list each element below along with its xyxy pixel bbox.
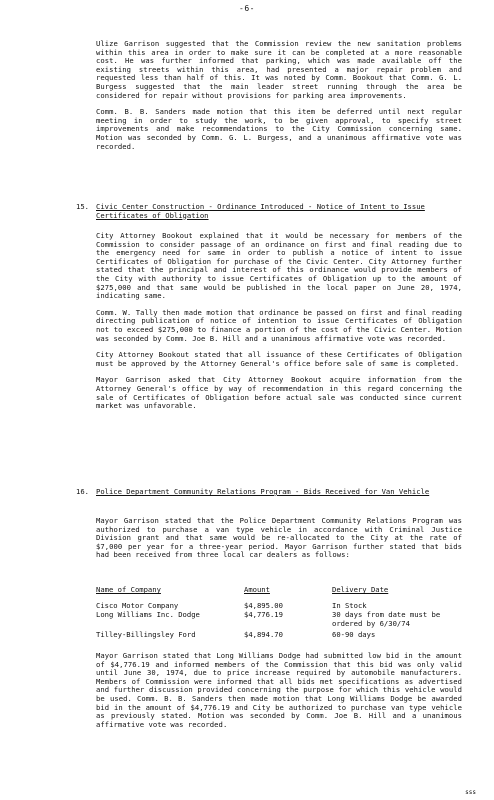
bid-delivery: 60-90 days xyxy=(332,630,376,640)
agenda-item-15-heading xyxy=(76,203,462,227)
agenda-item-16-closing xyxy=(96,652,462,737)
bid-amount: $4,776.19 xyxy=(244,610,283,620)
table-header-row xyxy=(96,586,462,596)
paragraph: Mayor Garrison stated that Long Williams Dodge had submitted low bid in the amount of $4,776.19 and informed members of the Commission that this bid was only valid until June 30, 1974, due to price increase required by automobile manufacturers. Members of Commission were informed that all bids met specifications as advertised and further discussion provided concerning the purpose for which this vehicle would be used. Comm. B. B. Sanders then made motion that Long Williams Dodge be awarded bid in the amount of $4,776.19 and City be authorized to purchase van type vehicle as previously stated. Motion was seconded by Comm. Joe B. Hill and a unanimous affirmative vote was recorded. xyxy=(96,651,462,729)
agenda-item-15-body xyxy=(96,232,462,419)
paragraph: Mayor Garrison asked that City Attorney Bookout acquire information from the Attorney General's office by way of recommendation in this regard concerning the sale of Certificates of Obligation before actual sale was conducted since current market was unfavorable. xyxy=(96,375,462,411)
item-number: 16. xyxy=(76,487,89,496)
header-delivery: Delivery Date xyxy=(332,585,389,594)
item-title: Police Department Community Relations Program - Bids Received for Van Vehicle xyxy=(96,487,430,496)
header-company: Name of Company xyxy=(96,585,161,594)
paragraph: Comm. B. B. Sanders made motion that this item be deferred until next regular meeting in order to study the work, to be given approval, to specify street improvements and make recommendations to the City Commission concerning same. Motion was seconded by Comm. G. L. Burgess, and a unanimous affirmative vote was recorded. xyxy=(96,107,462,151)
agenda-item-16-body xyxy=(96,517,462,568)
item-number: 15. xyxy=(76,202,89,211)
bid-company: Tilley-Billingsley Ford xyxy=(96,630,196,640)
paragraph: City Attorney Bookout explained that it would be necessary for members of the Commission to consider passage of an ordinance on first and final reading due to the emergency need for same in order to publish a notice of intent to issue Certificates of Obligation for purchase of the Civic Center. City Attorney further stated that the principal and interest of this ordinance would provide members of the City with authority to issue Certificates of Obligation up to the amount of $275,000 and that same would be published in the local paper on June 20, 1974, indicating same. xyxy=(96,231,462,301)
agenda-item-16-heading xyxy=(76,488,462,512)
paragraph: City Attorney Bookout stated that all issuance of these Certificates of Obligation must be approved by the Attorney General's office before sale of same is completed. xyxy=(96,350,462,368)
header-amount: Amount xyxy=(244,585,270,594)
bid-company: Cisco Motor Company xyxy=(96,600,179,610)
page-number: -6- xyxy=(239,4,255,13)
bid-delivery: In Stock xyxy=(332,600,367,610)
paragraph: Comm. W. Tally then made motion that ordinance be passed on first and final reading directing publication of notice of intention to issue Certificates of Obligation not to exceed $275,000 to finance a portion of the cost of the Civic Center. Motion was seconded by Comm. Joe B. Hill and a unanimous affirmative vote was recorded. xyxy=(96,307,462,343)
bid-company: Long Williams Inc. Dodge xyxy=(96,610,200,620)
corner-mark: sss xyxy=(465,789,476,796)
bid-amount: $4,895.00 xyxy=(244,600,283,610)
table-row xyxy=(96,611,462,631)
continued-discussion xyxy=(96,40,462,159)
paragraph: Mayor Garrison stated that the Police Department Community Relations Program was authorized to purchase a van type vehicle in accordance with Criminal Justice Division grant and that same would be re-allocated to the City at the rate of $7,000 per year for a three-year period. Mayor Garrison further stated that bids had been received from three local car dealers as follows: xyxy=(96,516,462,560)
bid-amount: $4,894.70 xyxy=(244,630,283,640)
table-row xyxy=(96,631,462,641)
bids-table xyxy=(96,586,462,641)
paragraph: Ulize Garrison suggested that the Commission review the new sanitation problems within this area in order to make sure it can be completed at a more reasonable cost. He was further informed that parking, which was made available off the existing streets within this area, had presented a major repair problem and requested less than half of this. It was noted by Comm. Bookout that Comm. G. L. Burgess suggested that the main leader street running through the area be considered for repair without provisions for parking area improvements. xyxy=(96,39,462,100)
bid-delivery: 30 days from date must be ordered by 6/30/74 xyxy=(332,610,441,628)
item-title: Civic Center Construction - Ordinance Introduced - Notice of Intent to Issue Certificates of Obligation xyxy=(96,202,425,220)
